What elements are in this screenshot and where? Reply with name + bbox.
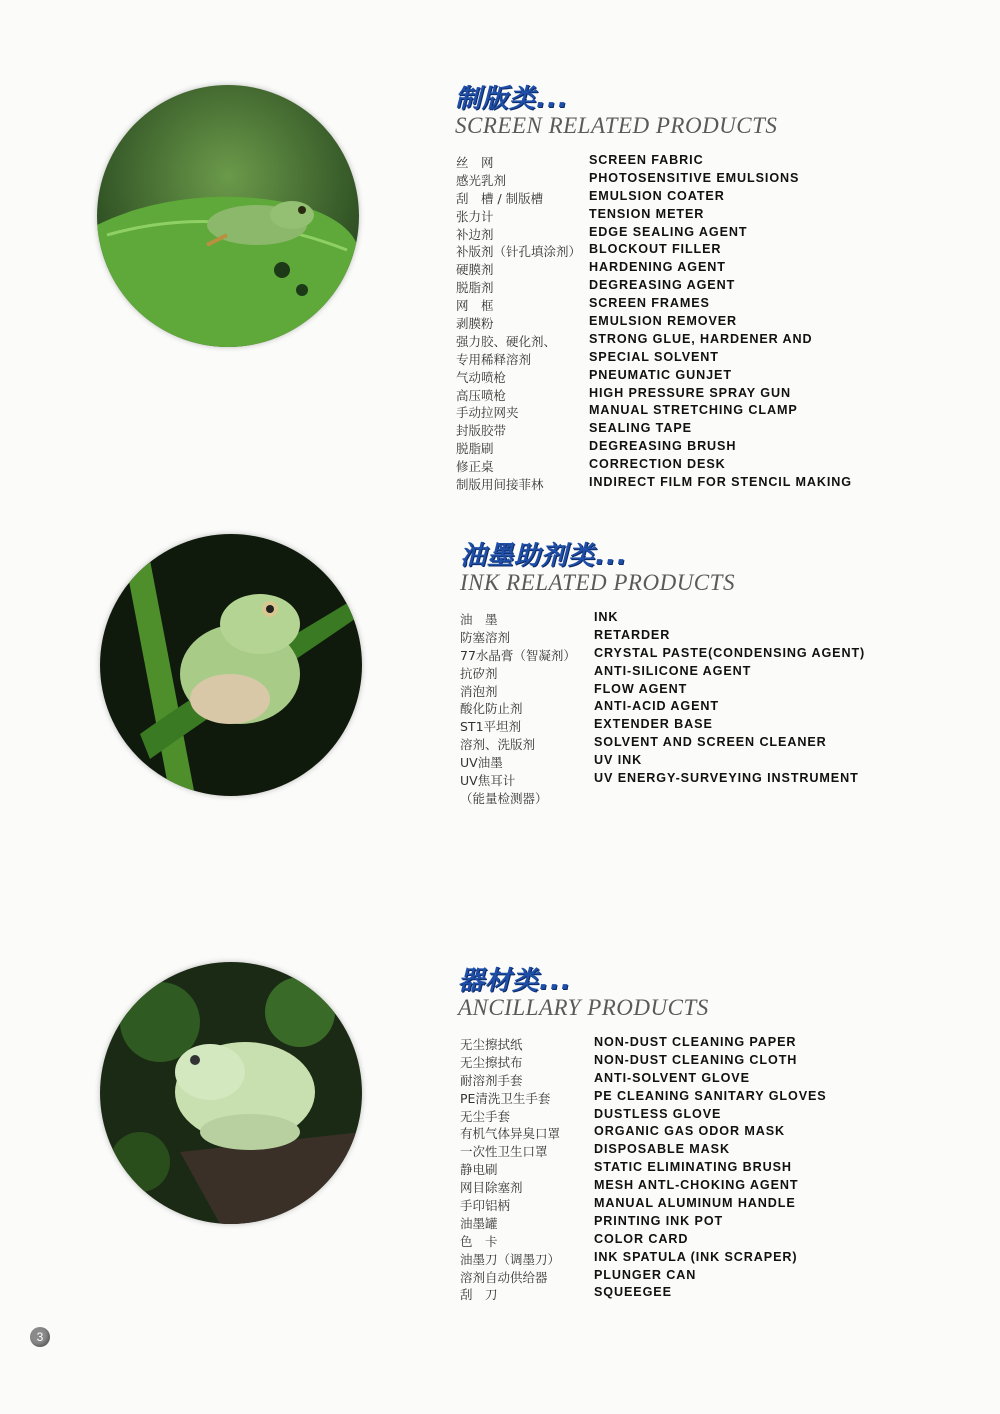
item-en: SQUEEGEE [594, 1285, 672, 1300]
list-item [460, 1107, 980, 1125]
list-item [456, 350, 976, 368]
list-item [460, 1285, 980, 1303]
list-item [456, 207, 976, 225]
list-item [456, 368, 976, 386]
item-cn: 无尘擦拭布 [460, 1054, 523, 1070]
item-en: ANTI-ACID AGENT [594, 699, 719, 714]
item-en: DEGREASING BRUSH [589, 439, 737, 454]
list-item [456, 332, 976, 350]
list-item [456, 296, 976, 314]
item-en: PNEUMATIC GUNJET [589, 367, 732, 382]
item-en: UV INK [594, 753, 643, 768]
item-cn: 补边剂 [456, 226, 494, 242]
list-item [460, 1071, 980, 1089]
item-cn: 制版用间接菲林 [456, 477, 544, 493]
item-en: INK SPATULA (INK SCRAPER) [594, 1249, 798, 1264]
list-item [456, 403, 976, 421]
item-en: ORGANIC GAS ODOR MASK [594, 1124, 786, 1139]
item-cn: 色 卡 [460, 1233, 498, 1249]
item-cn: 脱脂剂 [456, 280, 494, 296]
item-en: HIGH PRESSURE SPRAY GUN [589, 385, 791, 400]
tree-frog-on-leaf-photo [97, 85, 359, 347]
list-item [460, 1124, 980, 1142]
item-en: PHOTOSENSITIVE EMULSIONS [589, 170, 800, 185]
item-cn: 无尘擦拭纸 [460, 1037, 523, 1052]
item-cn: 脱脂刷 [456, 441, 494, 457]
item-cn: 静电刷 [460, 1162, 498, 1178]
list-item [456, 260, 976, 278]
item-en: PLUNGER CAN [594, 1267, 697, 1282]
list-item [460, 1178, 980, 1196]
item-en: BLOCKOUT FILLER [589, 242, 722, 257]
item-cn: 网 框 [456, 298, 494, 314]
item-en: INK [594, 610, 619, 624]
item-cn: PE清洗卫生手套 [460, 1090, 551, 1106]
item-cn: UV油墨 [460, 755, 503, 771]
item-cn: 强力胶、硬化剂、 [456, 333, 557, 349]
item-cn: 有机气体异臭口罩 [460, 1126, 561, 1142]
list-item [456, 225, 976, 243]
list-item [460, 1250, 980, 1268]
list-item [460, 771, 980, 789]
item-cn: 手动拉网夹 [456, 405, 519, 421]
item-cn: 消泡剂 [460, 683, 498, 699]
list-item [460, 1089, 980, 1107]
list-item [456, 189, 976, 207]
item-en: SOLVENT AND SCREEN CLEANER [594, 735, 827, 750]
tree-frog-on-rock-photo [100, 962, 362, 1224]
frog-rock-illustration [100, 962, 362, 1224]
item-cn: 油墨罐 [460, 1215, 498, 1231]
list-item [456, 171, 976, 189]
item-cn: 刮 槽 / 制版槽 [456, 190, 544, 206]
item-en: COLOR CARD [594, 1231, 689, 1246]
item-en: RETARDER [594, 627, 671, 642]
list-item [460, 610, 980, 628]
item-en: HARDENING AGENT [589, 260, 726, 275]
item-en: MESH ANTL-CHOKING AGENT [594, 1178, 799, 1193]
list-item [460, 1232, 980, 1250]
item-cn: 抗矽剂 [460, 665, 498, 681]
item-cn: 高压喷枪 [456, 387, 507, 403]
item-en: SEALING TAPE [589, 421, 692, 436]
item-cn: 专用稀释溶剂 [456, 351, 532, 367]
item-en: PRINTING INK POT [594, 1213, 724, 1228]
item-en: STATIC ELIMINATING BRUSH [594, 1160, 792, 1175]
item-en: EMULSION REMOVER [589, 314, 738, 329]
list-item [460, 646, 980, 664]
section-title-cn: 油墨助剂类... [460, 541, 628, 571]
list-item [456, 278, 976, 296]
item-en: PE CLEANING SANITARY GLOVES [594, 1088, 827, 1103]
item-en: DEGREASING AGENT [589, 278, 736, 293]
item-en: EMULSION COATER [589, 188, 725, 203]
item-cn: 溶剂自动供给器 [460, 1269, 548, 1285]
list-item [460, 664, 980, 682]
list-item [460, 1268, 980, 1286]
item-en: ANTI-SILICONE AGENT [594, 663, 752, 678]
list-item [460, 1196, 980, 1214]
list-item [456, 242, 976, 260]
list-item [456, 421, 976, 439]
list-item [460, 699, 980, 717]
item-cn: 油墨刀（调墨刀） [460, 1251, 561, 1267]
list-item [456, 439, 976, 457]
item-en: MANUAL ALUMINUM HANDLE [594, 1196, 796, 1211]
section-title-cn: 制版类... [455, 84, 569, 114]
item-cn: 溶剂、洗版剂 [460, 737, 536, 753]
item-cn: 封版胶带 [456, 423, 507, 439]
item-cn: 硬膜剂 [456, 262, 494, 278]
list-item [456, 457, 976, 475]
item-en: SCREEN FRAMES [589, 296, 710, 311]
list-item [460, 1035, 980, 1053]
item-cn: 油 墨 [460, 612, 498, 627]
list-item [460, 628, 980, 646]
item-en: SCREEN FABRIC [589, 153, 704, 167]
item-en: UV ENERGY-SURVEYING INSTRUMENT [594, 771, 859, 786]
item-cn: 修正桌 [456, 459, 494, 475]
item-en: NON-DUST CLEANING PAPER [594, 1035, 797, 1049]
section-title-cn: 器材类... [458, 966, 572, 996]
list-item [460, 735, 980, 753]
list-item [456, 475, 976, 493]
item-cn: （能量检测器） [460, 790, 548, 806]
item-en: STRONG GLUE, HARDENER AND [589, 331, 813, 346]
item-en: TENSION METER [589, 206, 705, 221]
item-en: DISPOSABLE MASK [594, 1142, 730, 1157]
item-cn: UV焦耳计 [460, 773, 516, 789]
list-item [460, 1053, 980, 1071]
item-en: DUSTLESS GLOVE [594, 1106, 722, 1121]
item-cn: 一次性卫生口罩 [460, 1144, 548, 1160]
item-cn: 张力计 [456, 208, 494, 224]
item-cn: 酸化防止剂 [460, 701, 523, 717]
item-cn: 手印铝柄 [460, 1198, 511, 1214]
frog-stem-illustration [100, 534, 362, 796]
item-en: CORRECTION DESK [589, 457, 726, 472]
item-cn: ST1平坦剂 [460, 719, 522, 735]
item-en: SPECIAL SOLVENT [589, 349, 719, 364]
item-cn: 77水晶膏（智凝剂） [460, 647, 576, 663]
item-en: INDIRECT FILM FOR STENCIL MAKING [589, 475, 852, 490]
item-en: FLOW AGENT [594, 681, 688, 696]
item-cn: 防塞溶剂 [460, 629, 511, 645]
section-title-en: SCREEN RELATED PRODUCTS [455, 113, 778, 138]
list-item [456, 314, 976, 332]
item-cn: 气动喷枪 [456, 369, 507, 385]
item-cn: 刮 刀 [460, 1287, 498, 1303]
item-en: MANUAL STRETCHING CLAMP [589, 403, 798, 418]
product-list [460, 1035, 980, 1303]
item-en: EDGE SEALING AGENT [589, 224, 748, 239]
item-en: ANTI-SOLVENT GLOVE [594, 1070, 750, 1085]
list-item [456, 153, 976, 171]
item-cn: 剥膜粉 [456, 316, 494, 332]
item-cn: 补版剂（针孔填涂剂） [456, 244, 582, 260]
item-en: CRYSTAL PASTE(CONDENSING AGENT) [594, 645, 866, 660]
item-cn: 丝 网 [456, 155, 494, 170]
item-cn: 无尘手套 [460, 1108, 511, 1124]
list-item [460, 1160, 980, 1178]
item-cn: 耐溶剂手套 [460, 1072, 523, 1088]
list-item [460, 789, 980, 807]
list-item [460, 717, 980, 735]
tree-frog-on-stem-photo [100, 534, 362, 796]
list-item [460, 753, 980, 771]
list-item [460, 682, 980, 700]
item-cn: 感光乳剂 [456, 172, 507, 188]
list-item [460, 1142, 980, 1160]
item-en: EXTENDER BASE [594, 717, 713, 732]
section-title-en: INK RELATED PRODUCTS [460, 570, 735, 595]
list-item [456, 386, 976, 404]
item-cn: 网目除塞剂 [460, 1180, 523, 1196]
item-en: NON-DUST CLEANING CLOTH [594, 1052, 798, 1067]
frog-leaf-illustration [97, 85, 359, 347]
list-item [460, 1214, 980, 1232]
section-title-en: ANCILLARY PRODUCTS [458, 995, 709, 1020]
product-list [456, 153, 976, 493]
page-number-badge: 3 [30, 1327, 50, 1347]
product-list [460, 610, 980, 807]
